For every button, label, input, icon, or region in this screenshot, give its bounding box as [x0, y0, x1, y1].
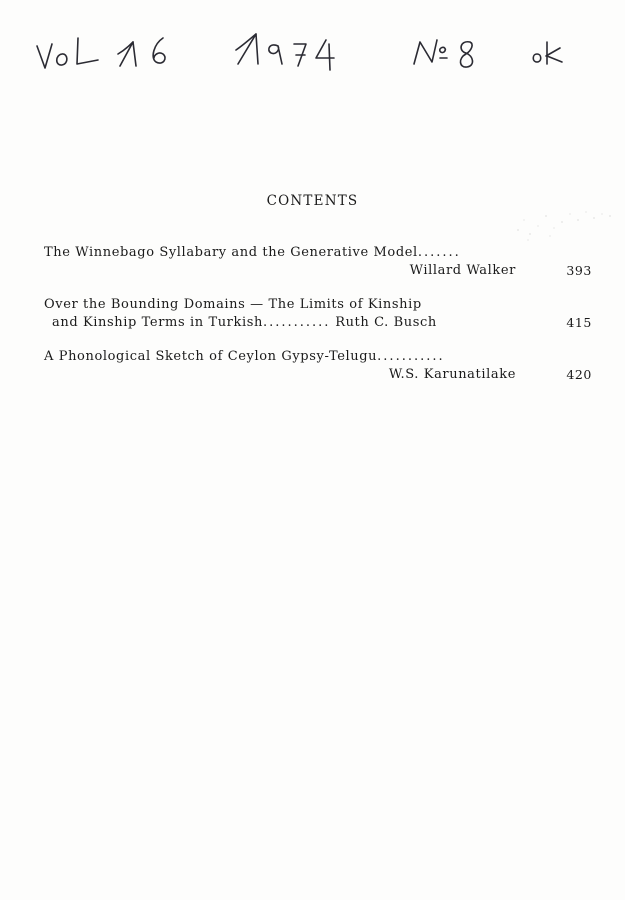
entry-title: A Phonological Sketch of Ceylon Gypsy-Telugu — [44, 349, 378, 364]
contents-entry — [44, 244, 604, 280]
entry-page-number: 393 — [566, 263, 592, 278]
contents-entry — [44, 296, 604, 332]
entry-author-line — [44, 262, 604, 280]
entry-title-line — [44, 314, 604, 332]
entry-author: Willard Walker — [409, 263, 516, 278]
entry-title-line — [44, 296, 604, 314]
handwritten-annotation — [0, 18, 625, 78]
entry-title-line — [44, 244, 604, 262]
contents-heading: CONTENTS — [266, 193, 359, 209]
entry-author: Ruth C. Busch — [335, 315, 437, 330]
entry-page-number: 420 — [566, 367, 592, 382]
entry-title: The Winnebago Syllabary and the Generative Model — [44, 245, 418, 260]
entry-title-continued: and Kinship Terms in Turkish — [52, 315, 263, 330]
entry-title: Over the Bounding Domains — The Limits of Kinship — [44, 297, 422, 312]
entry-author: W.S. Karunatilake — [388, 367, 516, 382]
contents-list — [44, 244, 604, 384]
entry-page-number: 415 — [566, 315, 592, 330]
handwritten-annotation-drawing — [0, 18, 625, 78]
entry-author-line — [44, 366, 604, 384]
dot-leader: ........... — [377, 349, 445, 364]
dot-leader: ........... — [262, 315, 331, 330]
scan-speckle-noise — [510, 208, 620, 244]
dot-leader: ....... — [417, 245, 461, 260]
entry-title-line — [44, 348, 604, 366]
contents-entry — [44, 348, 604, 384]
